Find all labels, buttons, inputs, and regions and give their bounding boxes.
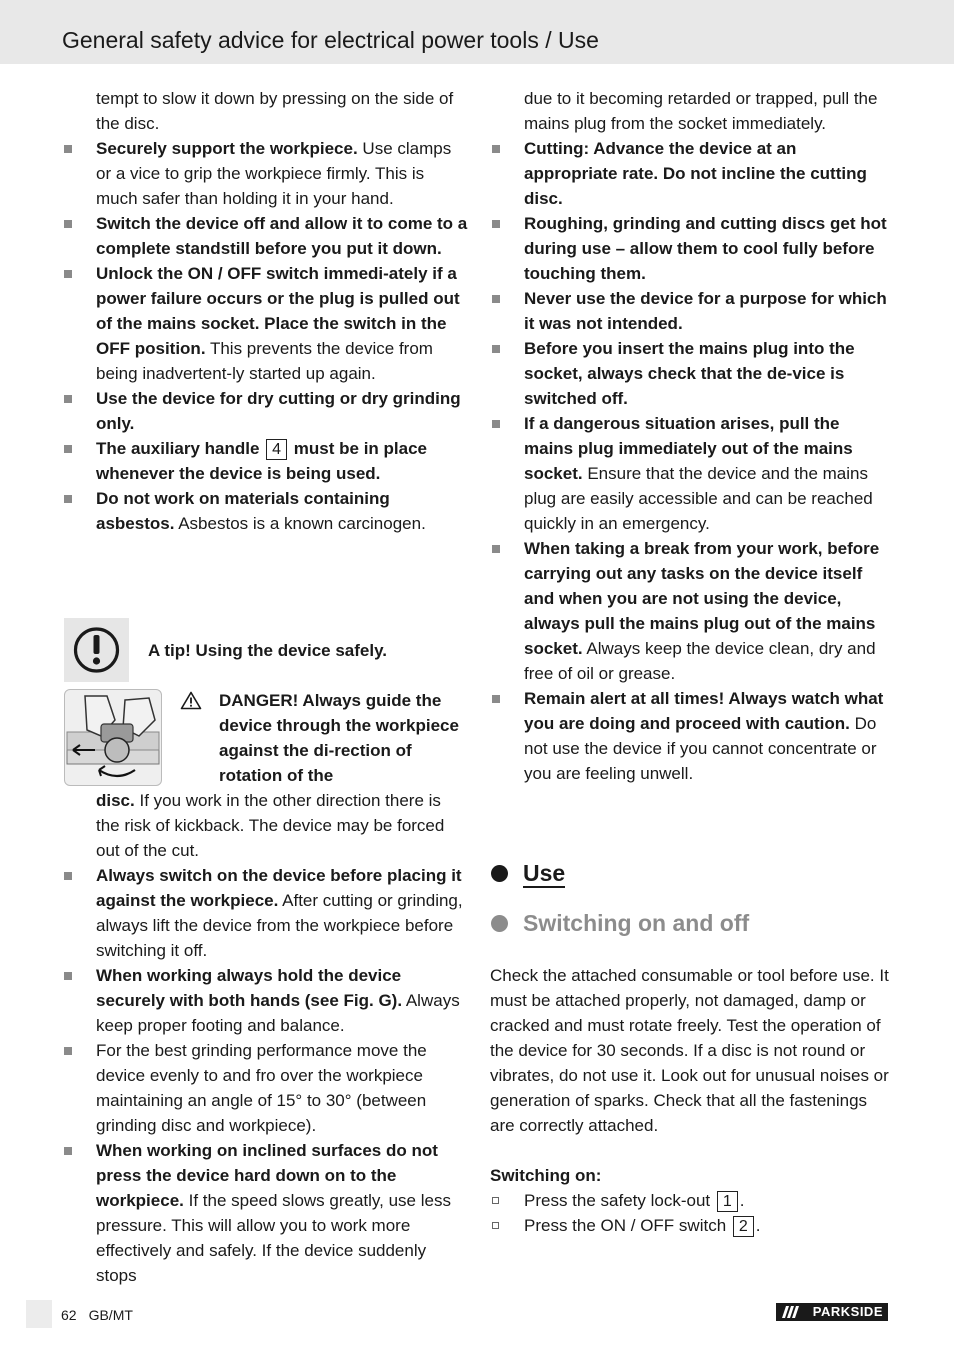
bullet-square-icon bbox=[64, 972, 72, 980]
locale-label: GB/MT bbox=[88, 1307, 133, 1323]
list-item bbox=[490, 211, 892, 286]
exclamation-circle-icon bbox=[64, 618, 129, 682]
bullet-square-icon bbox=[64, 872, 72, 880]
bullet-square-icon bbox=[64, 1047, 72, 1055]
bullet-square-icon bbox=[64, 145, 72, 153]
bullet-square-icon bbox=[64, 1147, 72, 1155]
left-column bbox=[62, 86, 468, 536]
item-bold-text: Unlock the ON / OFF switch immedi-ately if a power failure occurs or the plug is pulled out of the mains socket. Place the switch in the OFF position. bbox=[96, 264, 460, 358]
list-item bbox=[490, 686, 892, 786]
item-bold-text: When working always hold the device securely with both hands (see Fig. G). bbox=[96, 966, 403, 1010]
list-item bbox=[62, 136, 468, 211]
danger-text: If you work in the other direction there is the risk of kickback. The device may be forced out of the cut. bbox=[96, 791, 445, 860]
bullet-square-icon bbox=[492, 220, 500, 228]
tip-heading: A tip! Using the device safely. bbox=[148, 641, 388, 660]
item-bold-text: When taking a break from your work, before carrying out any tasks on the device itself and when you are not using the device, always pull the mains plug out of the mains socket. bbox=[524, 539, 880, 658]
left-intro-text: tempt to slow it down by pressing on the side of the disc. bbox=[96, 89, 454, 133]
item-bold-text: must be in place whenever the device is being used. bbox=[96, 439, 428, 483]
list-item: Press the ON / OFF switch 2 . bbox=[490, 1213, 892, 1238]
grinder-direction-illustration-icon bbox=[64, 689, 162, 786]
item-bold-text: Before you insert the mains plug into the socket, always check that the de-vice is switched off. bbox=[524, 339, 855, 408]
bullet-square-icon bbox=[64, 395, 72, 403]
item-bold-text: Do not work on materials containing asbestos. bbox=[96, 489, 390, 533]
item-bold-text: Switch the device off and allow it to come to a complete standstill before you put it down. bbox=[96, 214, 468, 258]
right-column bbox=[490, 86, 892, 786]
step-checkbox-icon bbox=[492, 1197, 499, 1204]
left-column-continued bbox=[62, 788, 468, 1288]
list-item bbox=[490, 286, 892, 336]
switching-paragraph: Check the attached consumable or tool before use. It must be attached properly, not damaged, damp or cracked and must rotate freely. Test the operation of the device for 30 seconds. If a disc is not round or vibrates, do not use it. Look out for unusual noises or generation of sparks. Check that all the fastenings are correctly attached. bbox=[490, 966, 889, 1135]
list-item bbox=[490, 136, 892, 211]
bullet-square-icon bbox=[492, 695, 500, 703]
bullet-dot-icon bbox=[491, 915, 508, 932]
list-item bbox=[490, 336, 892, 411]
list-item bbox=[62, 386, 468, 436]
item-bold-text: When working on inclined surfaces do not press the device hard down on to the workpiece. bbox=[96, 1141, 438, 1210]
item-text: Asbestos is a known carcinogen. bbox=[174, 514, 426, 533]
bullet-square-icon bbox=[492, 545, 500, 553]
part-number-box: 1 bbox=[717, 1191, 738, 1212]
danger-notice bbox=[180, 688, 468, 788]
item-text: If the speed slows greatly, use less pressure. This will allow you to work more effectively and safely. If the device suddenly stops bbox=[96, 1191, 451, 1285]
item-text: After cutting or grinding, always lift the device from the workpiece before switching it off. bbox=[96, 891, 463, 960]
item-text: This prevents the device from being inadvertent-ly started up again. bbox=[96, 339, 433, 383]
item-bold-text: Use the device for dry cutting or dry grinding only. bbox=[96, 389, 461, 433]
page-title: General safety advice for electrical power tools / Use bbox=[62, 27, 599, 53]
item-bold-text: Always switch on the device before placing it against the workpiece. bbox=[96, 866, 462, 910]
list-item bbox=[490, 411, 892, 536]
item-bold-text: Remain alert at all times! Always watch what you are doing and proceed with caution. bbox=[524, 689, 884, 733]
part-number-box: 4 bbox=[266, 439, 287, 460]
item-text: Ensure that the device and the mains plug are easily accessible and can be reached quickly in an emergency. bbox=[524, 464, 873, 533]
bullet-square-icon bbox=[492, 345, 500, 353]
switching-section bbox=[490, 963, 892, 1238]
list-item bbox=[62, 211, 468, 261]
item-text: Use clamps or a vice to grip the workpiece firmly. This is much safer than holding it in your hand. bbox=[96, 139, 452, 208]
switching-subheading: Switching on: bbox=[490, 1166, 602, 1185]
brand-logo: PARKSIDE bbox=[776, 1303, 888, 1321]
page-number: 62 bbox=[61, 1307, 77, 1323]
bullet-square-icon bbox=[64, 495, 72, 503]
item-bold-text: Never use the device for a purpose for which it was not intended. bbox=[524, 289, 887, 333]
list-item bbox=[62, 486, 468, 536]
list-item bbox=[490, 536, 892, 686]
list-item bbox=[62, 1038, 468, 1138]
list-item bbox=[62, 436, 468, 486]
item-bold-text: If a dangerous situation arises, pull the mains plug immediately out of the mains socket. bbox=[524, 414, 853, 483]
item-bold-text: Roughing, grinding and cutting discs get hot during use – allow them to cool fully before touching them. bbox=[524, 214, 887, 283]
section-heading-use: Use bbox=[490, 858, 565, 888]
list-item bbox=[62, 261, 468, 386]
item-text: Always keep proper footing and balance. bbox=[96, 991, 460, 1035]
bullet-square-icon bbox=[64, 445, 72, 453]
item-bold-text: Securely support the workpiece. bbox=[96, 139, 358, 158]
right-intro-text: due to it becoming retarded or trapped, pull the mains plug from the socket immediately. bbox=[524, 89, 878, 133]
danger-bold-text-end: disc. bbox=[96, 791, 135, 810]
item-text: Do not use the device if you cannot concentrate or you are feeling unwell. bbox=[524, 714, 877, 783]
footer-marker bbox=[26, 1300, 52, 1328]
brand-stripes-icon bbox=[782, 1306, 800, 1318]
item-text: For the best grinding performance move the device evenly to and fro over the workpiece maintaining an angle of 15° to 30° (between grinding disc and workpiece). bbox=[96, 1041, 427, 1135]
step-checkbox-icon bbox=[492, 1222, 499, 1229]
item-bold-text: The auxiliary handle bbox=[96, 439, 265, 458]
bullet-dot-icon bbox=[491, 865, 508, 882]
list-item bbox=[62, 1138, 468, 1288]
part-number-box: 2 bbox=[733, 1216, 754, 1237]
section-heading-switching: Switching on and off bbox=[490, 908, 749, 938]
list-item bbox=[62, 963, 468, 1038]
bullet-square-icon bbox=[64, 220, 72, 228]
danger-bold-text: DANGER! Always guide the device through the workpiece against the di-rection of rotation of the bbox=[219, 691, 459, 785]
item-text: Always keep the device clean, dry and free of oil or grease. bbox=[524, 639, 876, 683]
bullet-square-icon bbox=[64, 270, 72, 278]
list-item bbox=[62, 863, 468, 963]
list-item: Press the safety lock-out 1 . bbox=[490, 1188, 892, 1213]
warning-triangle-icon bbox=[180, 691, 202, 717]
bullet-square-icon bbox=[492, 295, 500, 303]
footer bbox=[61, 1306, 145, 1324]
bullet-square-icon bbox=[492, 420, 500, 428]
item-bold-text: Cutting: Advance the device at an appropriate rate. Do not incline the cutting disc. bbox=[524, 139, 867, 208]
bullet-square-icon bbox=[492, 145, 500, 153]
